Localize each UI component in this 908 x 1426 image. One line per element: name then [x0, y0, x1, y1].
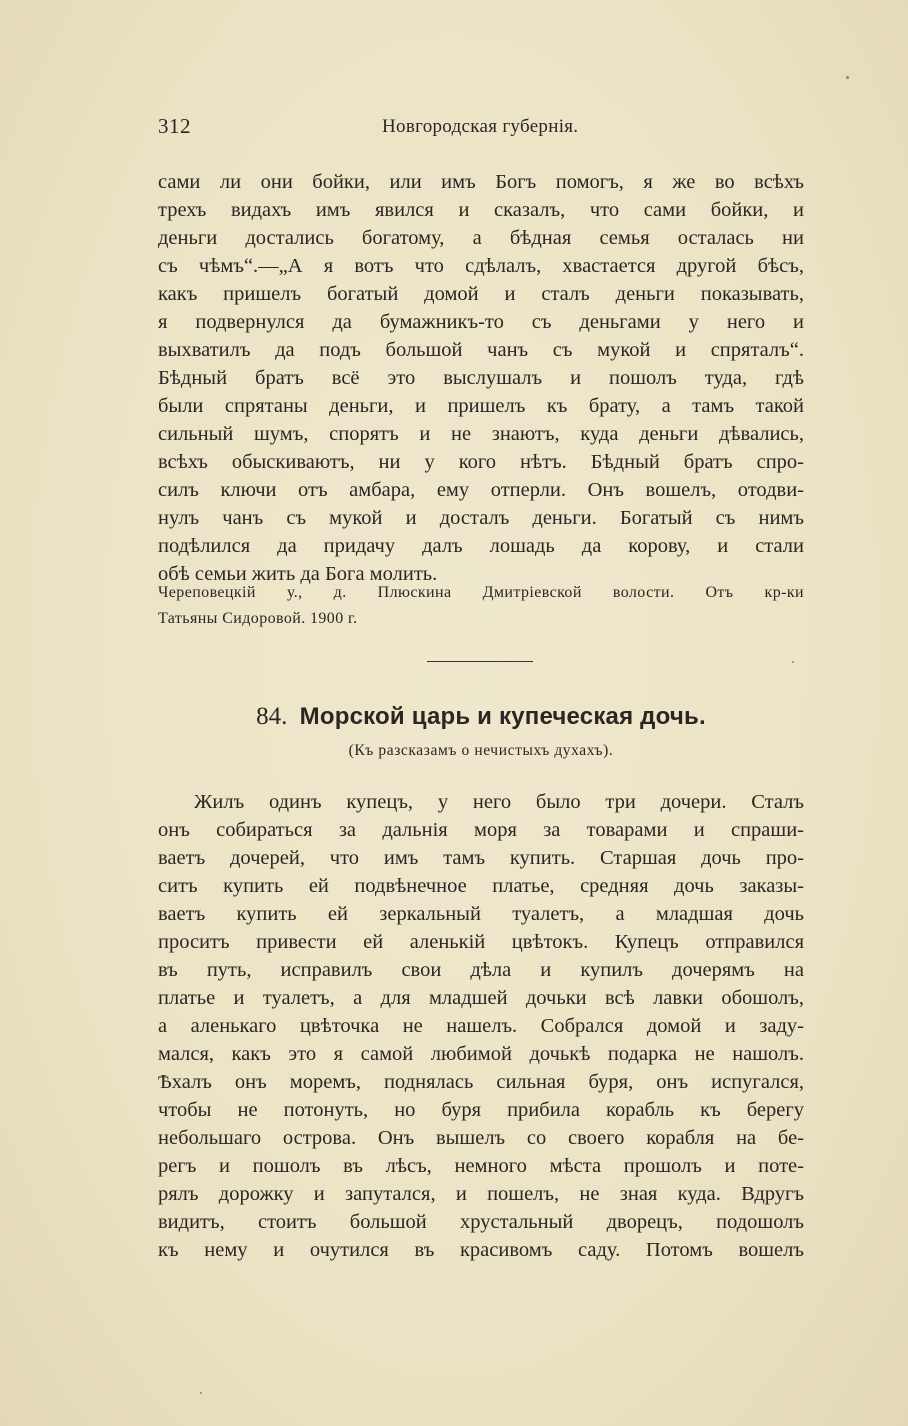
text-line: деньги достались богатому, а бѣдная семья осталась ни	[158, 227, 804, 249]
section-divider	[427, 661, 533, 662]
text-line: регъ и пошолъ въ лѣсъ, немного мѣста прошолъ и поте-	[158, 1155, 804, 1177]
text-line: а аленькаго цвѣточка не нашелъ. Собрался домой и заду-	[158, 1015, 804, 1037]
text-line: съ чѣмъ“.—„А я вотъ что сдѣлалъ, хвастается другой бѣсъ,	[158, 255, 804, 277]
text-line: сами ли они бойки, или имъ Богъ помогъ, я же во всѣхъ	[158, 171, 804, 193]
source-note	[158, 580, 804, 632]
text-line: мался, какъ это я самой любимой дочькѣ подарка не нашолъ.	[158, 1043, 804, 1065]
text-line: въ путь, исправилъ свои дѣла и купилъ дочерямъ на	[158, 959, 804, 981]
text-line: платье и туалетъ, а для младшей дочьки всѣ лавки обошолъ,	[158, 987, 804, 1009]
text-line: я подвернулся да бумажникъ-то съ деньгами у него и	[158, 311, 804, 333]
text-line: силъ ключи отъ амбара, ему отперли. Онъ вошелъ, отодви-	[158, 479, 804, 501]
text-line: были спрятаны деньги, и пришелъ къ брату, а тамъ такой	[158, 395, 804, 417]
paper-speck	[200, 1392, 202, 1394]
text-line: чтобы не потонуть, но буря прибила корабль къ берегу	[158, 1099, 804, 1121]
text-line: Ѣхалъ онъ моремъ, поднялась сильная буря, онъ испугался,	[158, 1071, 804, 1093]
story-title: Морской царь и купеческая дочь.	[299, 703, 706, 730]
story-number: 84.	[256, 703, 288, 730]
text-line: всѣхъ обыскиваютъ, ни у кого нѣтъ. Бѣдный братъ спро-	[158, 451, 804, 473]
paper-speck	[846, 76, 849, 79]
page-header	[158, 114, 804, 144]
text-line: ваетъ купить ей зеркальный туалетъ, а младшая дочь	[158, 903, 804, 925]
text-line: онъ собираться за дальнія моря за товарами и спраши-	[158, 819, 804, 841]
text-line: ситъ купить ей подвѣнечное платье, средняя дочь заказы-	[158, 875, 804, 897]
paragraph-story-body	[158, 788, 804, 1264]
text-line: къ нему и очутился въ красивомъ саду. Потомъ вошелъ	[158, 1239, 804, 1261]
text-line: видитъ, стоитъ большой хрустальный дворецъ, подошолъ	[158, 1211, 804, 1233]
text-line: какъ пришелъ богатый домой и сталъ деньги показывать,	[158, 283, 804, 305]
text-line: выхватилъ да подъ большой чанъ съ мукой и спряталъ“.	[158, 339, 804, 361]
page-number: 312	[158, 114, 191, 138]
text-line: сильный шумъ, спорятъ и не знаютъ, куда деньги дѣвались,	[158, 423, 804, 445]
text-line: обѣ семьи жить да Бога молить.	[158, 563, 438, 585]
text-line: Бѣдный братъ всё это выслушалъ и пошолъ туда, гдѣ	[158, 367, 804, 389]
text-line: Жилъ одинъ купецъ, у него было три дочери. Сталъ	[194, 791, 804, 813]
running-head: Новгородская губернія.	[382, 116, 579, 137]
source-line: Татьяны Сидоровой. 1900 г.	[158, 610, 358, 627]
text-line: небольшаго острова. Онъ вышелъ со своего корабля на бе-	[158, 1127, 804, 1149]
text-line: трехъ видахъ имъ явился и сказалъ, что сами бойки, и	[158, 199, 804, 221]
source-line: Череповецкій у., д. Плюскина Дмитріевской волости. Отъ кр-ки	[158, 584, 804, 601]
text-line: ваетъ дочерей, что имъ тамъ купить. Старшая дочь про-	[158, 847, 804, 869]
text-line: рялъ дорожку и запутался, и пошелъ, не зная куда. Вдругъ	[158, 1183, 804, 1205]
text-line: проситъ привести ей аленькій цвѣтокъ. Купецъ отправился	[158, 931, 804, 953]
text-line: подѣлился да придачу далъ лошадь да корову, и стали	[158, 535, 804, 557]
paragraph-previous-story-ending	[158, 168, 804, 588]
story-heading	[158, 703, 804, 731]
paper-speck	[792, 661, 794, 663]
text-line: нулъ чанъ съ мукой и досталъ деньги. Богатый съ нимъ	[158, 507, 804, 529]
story-subtitle: (Къ разсказамъ о нечистыхъ духахъ).	[348, 742, 614, 759]
